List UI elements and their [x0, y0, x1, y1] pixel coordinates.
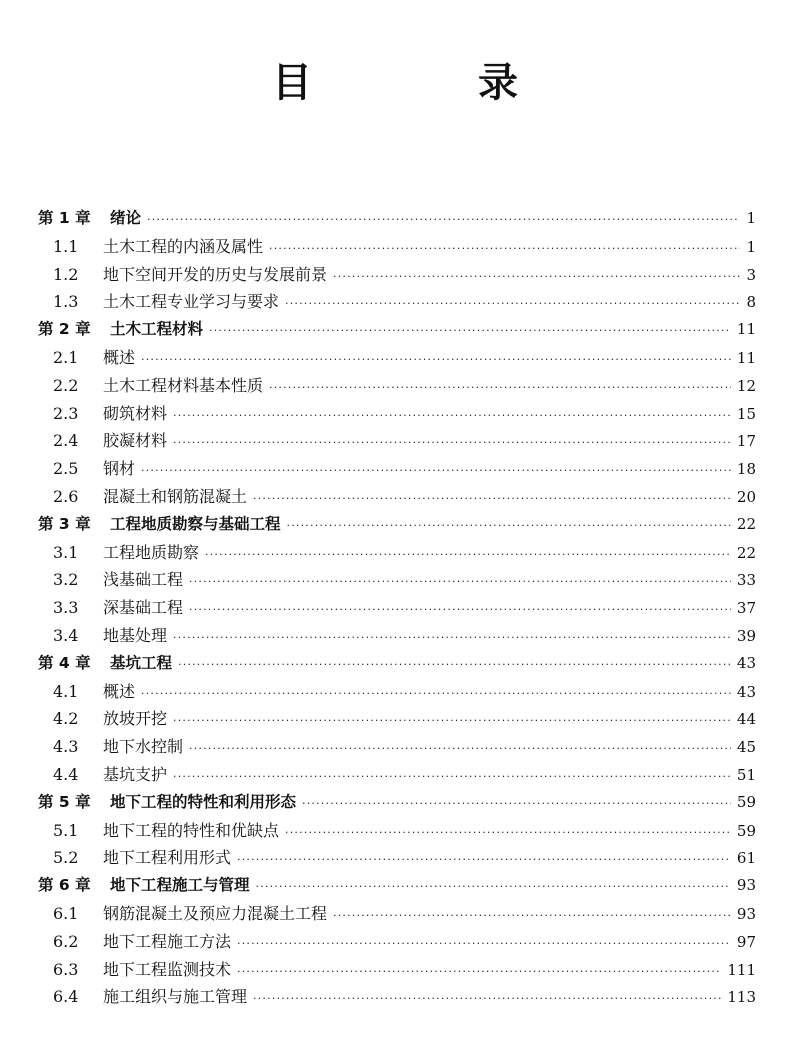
- toc-entry-title: 工程地质勘察与基础工程: [110, 514, 281, 533]
- toc-entry-title: 地基处理: [103, 625, 168, 645]
- toc-entry-number: 5.1: [53, 820, 79, 840]
- toc-chapter-entry[interactable]: [38, 205, 756, 233]
- toc-section-entry[interactable]: [38, 288, 756, 316]
- toc-entry-number: 第 6 章: [38, 876, 91, 895]
- toc-entry-title: 地下工程施工与管理: [110, 876, 250, 895]
- toc-entry-page-number: 11: [736, 320, 756, 339]
- dot-leader: [189, 735, 731, 763]
- toc-section-entry[interactable]: [38, 427, 756, 455]
- toc-section-entry[interactable]: [38, 566, 756, 594]
- toc-chapter-entry[interactable]: [38, 789, 756, 817]
- toc-entry-title: 基坑工程: [110, 653, 173, 672]
- toc-entry-title: 地下工程监测技术: [103, 959, 232, 979]
- toc-entry-title: 钢筋混凝土及预应力混凝土工程: [103, 903, 328, 923]
- toc-entry-number: 4.2: [53, 709, 79, 729]
- dot-leader: [253, 985, 721, 1013]
- toc-entry-page-number: 45: [736, 738, 756, 757]
- toc-entry-page-number: 22: [736, 543, 756, 562]
- toc-entry-page-number: 17: [736, 432, 756, 451]
- toc-entry-number: 4.4: [53, 764, 79, 784]
- toc-entry-number: 2.6: [53, 486, 79, 506]
- toc-entry-title: 地下工程的特性和优缺点: [103, 820, 280, 840]
- toc-entry-page-number: 15: [736, 404, 756, 423]
- toc-entry-title: 土木工程材料: [110, 320, 204, 339]
- toc-section-entry[interactable]: [38, 455, 756, 483]
- dot-leader: [285, 290, 740, 318]
- toc-entry-number: 第 1 章: [38, 209, 91, 227]
- toc-entry-title: 土木工程材料基本性质: [103, 375, 264, 395]
- page-title: 目 录: [272, 60, 594, 106]
- dot-leader: [141, 680, 731, 708]
- toc-entry-title: 土木工程的内涵及属性: [103, 236, 264, 256]
- toc-section-entry[interactable]: [38, 844, 756, 872]
- toc-chapter-entry[interactable]: [38, 650, 756, 678]
- toc-entry-page-number: 43: [736, 682, 756, 701]
- toc-entry-page-number: 93: [736, 904, 756, 923]
- toc-section-entry[interactable]: [38, 733, 756, 761]
- toc-entry-page-number: 37: [736, 599, 756, 618]
- toc-entry-page-number: 93: [736, 876, 756, 895]
- toc-entry-number: 1.3: [53, 292, 79, 312]
- toc-entry-number: 6.4: [53, 987, 79, 1007]
- toc-section-entry[interactable]: [38, 372, 756, 400]
- dot-leader: [237, 958, 721, 986]
- toc-entry-title: 地下工程利用形式: [103, 848, 232, 868]
- toc-entry-page-number: 33: [736, 571, 756, 590]
- toc-entry-page-number: 39: [736, 626, 756, 645]
- toc-section-entry[interactable]: [38, 400, 756, 428]
- toc-entry-page-number: 43: [736, 653, 756, 672]
- toc-entry-number: 1.1: [53, 236, 79, 256]
- toc-entry-number: 3.2: [53, 570, 79, 590]
- toc-entry-title: 绪论: [110, 209, 142, 227]
- dot-leader: [333, 902, 731, 930]
- toc-entry-page-number: 8: [746, 293, 756, 312]
- toc-entry-title: 概述: [103, 681, 136, 701]
- toc-entry-number: 2.3: [53, 403, 79, 423]
- toc-section-entry[interactable]: [38, 233, 756, 261]
- dot-leader: [285, 819, 731, 847]
- toc-entry-page-number: 22: [736, 514, 756, 533]
- toc-entry-title: 地下工程的特性和利用形态: [110, 792, 297, 811]
- toc-entry-title: 砌筑材料: [103, 403, 168, 423]
- toc-entry-page-number: 3: [746, 265, 756, 284]
- toc-entry-title: 地下工程施工方法: [103, 931, 232, 951]
- toc-entry-number: 第 5 章: [38, 792, 91, 811]
- table-of-contents: [38, 205, 756, 1011]
- toc-entry-number: 第 4 章: [38, 653, 91, 672]
- toc-section-entry[interactable]: [38, 900, 756, 928]
- toc-entry-number: 4.1: [53, 681, 79, 701]
- toc-section-entry[interactable]: [38, 594, 756, 622]
- toc-section-entry[interactable]: [38, 956, 756, 984]
- dot-leader: [178, 651, 731, 679]
- toc-entry-title: 浅基础工程: [103, 570, 184, 590]
- toc-section-entry[interactable]: [38, 539, 756, 567]
- toc-entry-page-number: 18: [736, 460, 756, 479]
- toc-entry-number: 5.2: [53, 848, 79, 868]
- toc-chapter-entry[interactable]: [38, 316, 756, 344]
- toc-entry-title: 地下空间开发的历史与发展前景: [103, 264, 328, 284]
- dot-leader: [237, 846, 731, 874]
- dot-leader: [173, 402, 731, 430]
- toc-chapter-entry[interactable]: [38, 872, 756, 900]
- dot-leader: [205, 541, 731, 569]
- toc-chapter-entry[interactable]: [38, 511, 756, 539]
- toc-entry-title: 基坑支护: [103, 764, 168, 784]
- toc-section-entry[interactable]: [38, 344, 756, 372]
- dot-leader: [173, 707, 731, 735]
- toc-section-entry[interactable]: [38, 983, 756, 1011]
- dot-leader: [302, 790, 731, 818]
- toc-entry-number: 3.1: [53, 542, 79, 562]
- dot-leader: [209, 317, 731, 345]
- toc-entry-number: 2.2: [53, 375, 79, 395]
- toc-section-entry[interactable]: [38, 928, 756, 956]
- toc-entry-title: 混凝土和钢筋混凝土: [103, 486, 248, 506]
- dot-leader: [287, 512, 731, 540]
- toc-entry-number: 第 2 章: [38, 320, 91, 339]
- toc-entry-title: 钢材: [103, 459, 136, 479]
- toc-entry-number: 第 3 章: [38, 514, 91, 533]
- toc-entry-page-number: 12: [736, 376, 756, 395]
- dot-leader: [333, 263, 740, 291]
- toc-section-entry[interactable]: [38, 761, 756, 789]
- toc-section-entry[interactable]: [38, 678, 756, 706]
- dot-leader: [237, 930, 731, 958]
- toc-entry-number: 2.1: [53, 347, 79, 367]
- toc-entry-title: 概述: [103, 347, 136, 367]
- dot-leader: [141, 457, 731, 485]
- toc-entry-number: 3.4: [53, 625, 79, 645]
- toc-entry-page-number: 1: [746, 237, 756, 256]
- toc-entry-number: 6.2: [53, 931, 79, 951]
- toc-entry-title: 深基础工程: [103, 598, 184, 618]
- toc-entry-title: 放坡开挖: [103, 709, 168, 729]
- toc-entry-page-number: 111: [727, 960, 756, 979]
- toc-entry-number: 6.3: [53, 959, 79, 979]
- dot-leader: [269, 374, 731, 402]
- toc-entry-page-number: 11: [736, 348, 756, 367]
- toc-entry-number: 2.5: [53, 459, 79, 479]
- toc-entry-number: 4.3: [53, 737, 79, 757]
- toc-entry-page-number: 20: [736, 487, 756, 506]
- toc-entry-page-number: 97: [736, 932, 756, 951]
- dot-leader: [256, 873, 731, 901]
- dot-leader: [173, 624, 731, 652]
- dot-leader: [269, 235, 740, 263]
- toc-entry-page-number: 44: [736, 710, 756, 729]
- toc-entry-number: 1.2: [53, 264, 79, 284]
- toc-entry-page-number: 51: [736, 765, 756, 784]
- toc-entry-title: 地下水控制: [103, 737, 184, 757]
- toc-entry-number: 6.1: [53, 903, 79, 923]
- dot-leader: [141, 346, 731, 374]
- dot-leader: [173, 763, 731, 791]
- toc-entry-page-number: 59: [736, 821, 756, 840]
- toc-entry-number: 3.3: [53, 598, 79, 618]
- toc-section-entry[interactable]: [38, 817, 756, 845]
- toc-entry-title: 工程地质勘察: [103, 542, 200, 562]
- dot-leader: [253, 485, 731, 513]
- toc-entry-title: 胶凝材料: [103, 431, 168, 451]
- toc-section-entry[interactable]: [38, 483, 756, 511]
- toc-entry-page-number: 113: [727, 988, 756, 1007]
- toc-entry-title: 施工组织与施工管理: [103, 987, 248, 1007]
- toc-section-entry[interactable]: [38, 705, 756, 733]
- toc-entry-page-number: 61: [736, 849, 756, 868]
- toc-section-entry[interactable]: [38, 622, 756, 650]
- dot-leader: [189, 568, 731, 596]
- dot-leader: [189, 596, 731, 624]
- toc-entry-number: 2.4: [53, 431, 79, 451]
- toc-entry-page-number: 59: [736, 792, 756, 811]
- dot-leader: [147, 206, 740, 234]
- toc-entry-page-number: 1: [746, 209, 756, 227]
- dot-leader: [173, 429, 731, 457]
- toc-entry-title: 土木工程专业学习与要求: [103, 292, 280, 312]
- toc-section-entry[interactable]: [38, 261, 756, 289]
